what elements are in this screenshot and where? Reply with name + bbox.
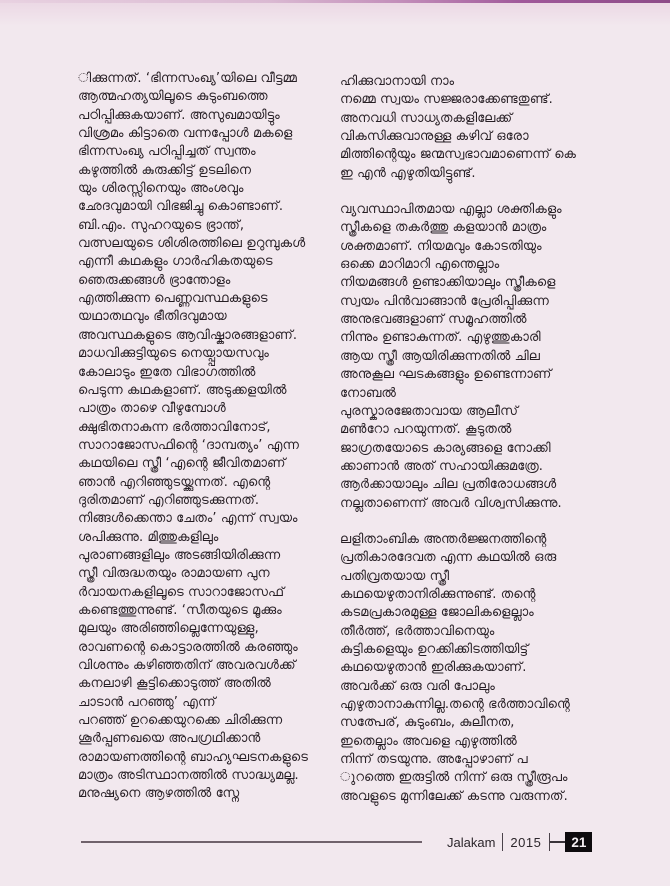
- text-line: ഇ എൻ എഴുതിയിട്ടുണ്ട്.: [340, 165, 476, 181]
- text-line: കണ്ടെത്തുന്നുണ്ട്. ‘സീതയുടെ മൂക്കും: [78, 602, 282, 618]
- footer-dash-line: [550, 841, 565, 843]
- journal-name: Jalakam: [447, 834, 496, 850]
- footer-rule: [81, 841, 422, 843]
- text-line: വിശന്നും കഴിഞ്ഞതിന് അവരവൾക്ക്: [78, 658, 296, 673]
- text-line: നല്ലതാണെന്ന് അവർ വിശ്വസിക്കുന്നു.: [340, 495, 562, 511]
- text-line: പെടുന്ന കഥകളാണ്. അടുക്കളയിൽ: [78, 382, 287, 398]
- text-line: മനുഷ്യനെ ആഴത്തിൽ സ്നേ: [78, 786, 240, 802]
- page-top-edge: [0, 0, 670, 3]
- footer-separator-bar: [502, 833, 503, 851]
- text-line: എത്തിക്കുന്ന പെണ്ണവസ്ഥകളുടെ: [78, 291, 268, 307]
- text-line: മുലയും അരിഞ്ഞില്ലെന്നേയുള്ളു,: [78, 621, 259, 637]
- text-line: ശക്തമാണ്. നിയമവും കോടതിയും: [340, 238, 542, 254]
- text-line: എഴുതാനാകുന്നില്ല.തന്റെ ഭർത്താവിന്റെ: [340, 697, 570, 712]
- text-line: ആയ സ്ത്രീ ആയിരിക്കുന്നതിൽ ചില: [340, 348, 541, 364]
- text-line: അവസ്ഥകളുടെ ആവിഷ്കാരങ്ങളാണ്.: [78, 327, 298, 343]
- text-line: സ്വയം പിൻവാങ്ങാൻ പ്രേരിപ്പിക്കുന്ന: [340, 293, 549, 309]
- text-line: ക്കാണാൻ അത് സഹായിക്കുമത്രേ.: [340, 458, 544, 474]
- text-line: ബി.എം. സുഹറയുടെ ഭ്രാന്ത്,: [78, 217, 245, 233]
- text-line: മാത്രം അടിസ്ഥാനത്തിൽ സാദ്ധ്യമല്ല.: [78, 768, 299, 784]
- text-line: ആർക്കായാലും ചില പ്രതിരോധങ്ങൾ: [340, 477, 557, 493]
- text-line: പുരസ്കാരജേതാവായ ആലീസ്: [340, 403, 519, 419]
- text-line: ഞാൻ എറിഞ്ഞുടയ്ക്കുന്നത്. എന്റെ: [78, 474, 271, 490]
- text-line: അവളുടെ മുന്നിലേക്ക് കടന്നു വരുന്നത്.: [340, 788, 568, 804]
- text-line: എന്നീ കഥകളും ഗാർഹികതയുടെ: [78, 254, 273, 270]
- text-line: ർവായനകളിലൂടെ സാറാജോസഫ്: [78, 584, 285, 600]
- text-line: ഛേദവുമായി വിഭജിച്ചു കൊണ്ടാണ്.: [78, 199, 284, 215]
- text-line: അനുകൂല ഘടകങ്ങളും ഉണ്ടെന്നാണ്: [340, 367, 552, 383]
- paragraph: [340, 531, 628, 806]
- text-line: നിന്നും ഉണ്ടാകുന്നത്. എഴുത്തുകാരി: [340, 330, 541, 346]
- text-line: കുട്ടികളെയും ഉറക്കിക്കിടത്തിയിട്ട്: [340, 641, 529, 657]
- text-line: സത്പേര്, കുടുംബം, കുലീനത,: [340, 715, 515, 731]
- text-line: സാറാജോസഫിന്റെ ‘ദാമ്പത്യം’ എന്ന: [78, 437, 299, 453]
- text-line: നോബൽ: [340, 385, 397, 401]
- text-line: ിക്കുന്നത്. ‘ഭിന്നസംഖ്യ’യിലെ വീട്ടമ്മ: [78, 71, 297, 86]
- page-footer: [447, 831, 592, 853]
- page-top-shading: [0, 0, 670, 26]
- text-line: കഥയെഴുതാൻ ഇരിക്കുകയാണ്.: [340, 660, 527, 676]
- text-line: പ്രതികാരദേവത എന്ന കഥയിൽ ഒരു: [340, 550, 557, 566]
- text-line: തീർത്ത്, ഭർത്താവിനെയും: [340, 623, 495, 639]
- text-line: ലളിതാംബിക അന്തർജ്ജനത്തിന്റെ: [340, 531, 547, 547]
- text-line: നിങ്ങൾക്കെന്താ ചേതം’ എന്ന് സ്വയം: [78, 511, 298, 527]
- text-line: ക്ഷുഭിതനാകുന്ന ഭർത്താവിനോട്,: [78, 419, 271, 435]
- text-line: കഥയെഴുതാനിരിക്കുന്നുണ്ട്. തന്റെ: [340, 586, 536, 602]
- text-line: നമ്മെ സ്വയം സജ്ജരാക്കേണ്ടതുണ്ട്.: [340, 92, 553, 108]
- text-line: കോലാടും ഇതേ വിഭാഗത്തിൽ: [78, 364, 256, 380]
- paragraph: [340, 201, 628, 513]
- text-line: ഒക്കെ മാറിമാറി എന്തെല്ലാം: [340, 257, 500, 273]
- text-line: ശൂർപ്പണഖയെ അപഗ്രഥിക്കാൻ: [78, 731, 261, 747]
- text-line: ആത്മഹത്യയിലൂടെ കുടുംബത്തെ: [78, 89, 268, 105]
- text-line: യഥാതഥവും ഭീതിദവുമായ: [78, 309, 227, 325]
- text-line: അവർക്ക് ഒരു വരി പോലും: [340, 678, 495, 694]
- text-line: സ്ത്രീകളെ തകർത്തു കളയാൻ മാത്രം: [340, 220, 547, 236]
- text-line: പറഞ്ഞ് ഉറക്കെയുറക്കെ ചിരിക്കുന്ന: [78, 713, 283, 729]
- text-line: പതിവ്രതയായ സ്ത്രീ: [340, 568, 450, 584]
- text-line: വ്യവസ്ഥാപിതമായ എല്ലാ ശക്തികളും: [340, 202, 562, 218]
- text-line: അനവധി സാധ്യതകളിലേക്ക്: [340, 110, 513, 126]
- text-line: ഇതെല്ലാം അവളെ എഴുത്തിൽ: [340, 733, 517, 749]
- text-line: കഥയിലെ സ്ത്രീ ‘എന്റെ ജീവിതമാണ്: [78, 456, 286, 472]
- publication-year: 2015: [510, 834, 542, 850]
- left-text-column: [78, 70, 340, 804]
- text-line: കടമപ്രകാരമുള്ള ജോലികളെല്ലാം: [340, 605, 534, 621]
- text-line: ദുരിതമാണ് എറിഞ്ഞുടക്കുന്നത്.: [78, 492, 260, 508]
- text-line: ചാടാൻ പറഞ്ഞു’ എന്ന്: [78, 694, 216, 710]
- text-line: ഹിക്കുവാനായി നാം: [340, 74, 455, 89]
- right-text-column: [340, 73, 628, 806]
- text-line: പുരാണങ്ങളിലും അടങ്ങിയിരിക്കുന്ന: [78, 547, 281, 563]
- text-line: നിന്ന് തടയുന്നു. അപ്പോഴാണ് പ: [340, 752, 528, 768]
- text-line: പാത്രം താഴെ വീഴുമ്പോൾ: [78, 401, 226, 417]
- text-line: കഴുത്തിൽ കുരുക്കിട്ട് ഉടലിനെ: [78, 162, 251, 178]
- text-line: കനലാഴി കൂട്ടിക്കൊടുത്ത് അതിൽ: [78, 676, 271, 692]
- text-line: യും ശിരസ്സിനെയും അംശവും: [78, 181, 244, 197]
- text-line: ശപിക്കുന്നു. മിത്തുകളിലും: [78, 529, 219, 545]
- text-line: രാമായണത്തിന്റെ ബാഹ്യഘടനകളുടെ: [78, 749, 308, 765]
- text-line: അനുഭവങ്ങളാണ് സമൂഹത്തിൽ: [340, 312, 527, 328]
- text-line: വിശ്രമം കിട്ടാതെ വന്നപ്പോൾ മകളെ: [78, 126, 293, 142]
- text-line: ഞെരുക്കങ്ങൾ ഭ്രാന്തോളം: [78, 272, 231, 288]
- text-line: നിയമങ്ങൾ ഉണ്ടാക്കിയാലും സ്ത്രീകളെ: [340, 275, 556, 291]
- page-number-badge: 21: [565, 832, 592, 852]
- text-line: സ്ത്രീ വിരുദ്ധതയും രാമായണ പുന: [78, 566, 270, 582]
- text-line: ജാഗ്രതയോടെ കാര്യങ്ങളെ നോക്കി: [340, 440, 551, 456]
- text-line: വികസിക്കുവാനുള്ള കഴിവ് ഒരോ: [340, 129, 529, 145]
- text-line: മിത്തിന്റെയും ജന്മസ്വഭാവമാണെന്ന് കെ: [340, 147, 577, 163]
- text-line: ഭിന്നസംഖ്യ പഠിപ്പിച്ചത് സ്വന്തം: [78, 144, 256, 160]
- text-line: മാധവിക്കുട്ടിയുടെ നെയ്പ്പായസവും: [78, 346, 269, 362]
- text-line: വത്സലയുടെ ശിശിരത്തിലെ ഉറുമ്പുകൾ: [78, 236, 306, 252]
- text-line: ുറത്തെ ഇരുട്ടിൽ നിന്ന് ഒരു സ്ത്രീരൂപം: [340, 770, 568, 786]
- text-line: പഠിപ്പിക്കുകയാണ്. അസുഖമായിട്ടും: [78, 107, 280, 123]
- text-line: രാവണന്റെ കൊട്ടാരത്തിൽ കരഞ്ഞും: [78, 639, 298, 655]
- text-line: മൺറോ പറയുന്നത്. കൂടുതൽ: [340, 422, 512, 438]
- paragraph: [340, 73, 628, 183]
